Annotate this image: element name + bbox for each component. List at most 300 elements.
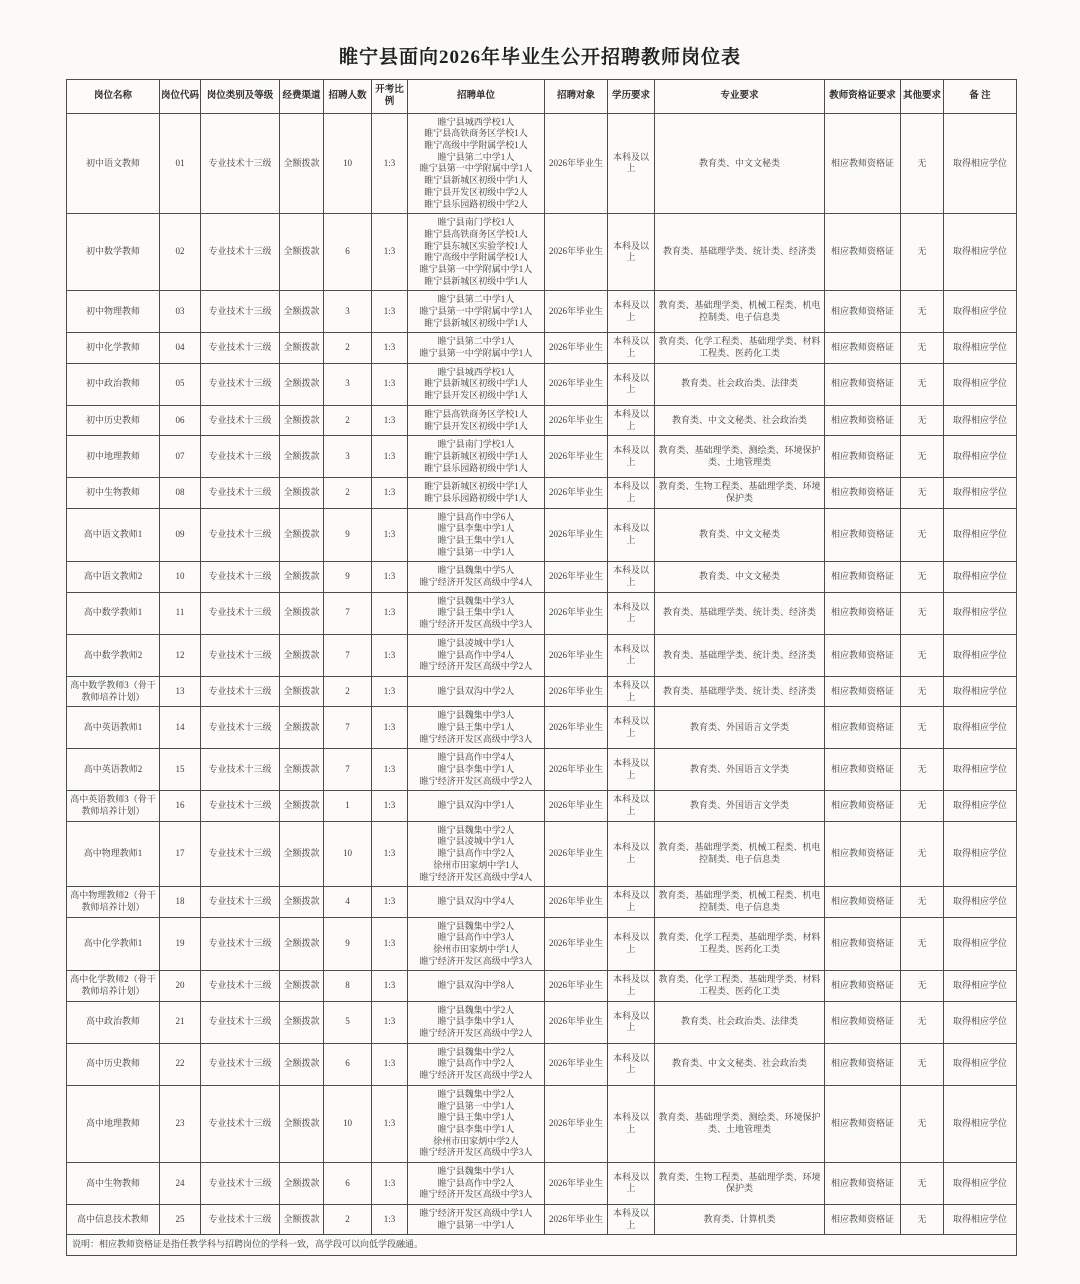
recruiting-unit-line: 睢宁县王集中学1人 [437,721,515,732]
table-row [67,917,1017,971]
position-code-cell: 19 [160,917,201,971]
position-category-cell: 专业技术十三级 [201,113,280,214]
exam-ratio-cell: 1:3 [372,1043,408,1085]
exam-ratio-cell: 1:3 [372,634,408,676]
exam-ratio-cell: 1:3 [372,887,408,917]
recruiting-unit-line: 睢宁县开发区初级中学2人 [424,186,528,197]
remark-cell: 取得相应学位 [944,971,1017,1001]
education-requirement-cell: 本科及以上 [608,1162,655,1204]
major-requirement-cell: 教育类、外国语言文学类 [655,749,825,791]
recruiting-unit-line: 睢宁县魏集中学2人 [437,1046,515,1057]
column-header: 岗位类别及等级 [201,80,280,114]
major-requirement-cell: 教育类、化学工程类、基础理学类、材料工程类、医药化工类 [655,333,825,363]
exam-ratio-cell: 1:3 [372,214,408,291]
recruiting-unit-line: 睢宁县第一中学1人 [437,1100,515,1111]
education-requirement-cell: 本科及以上 [608,214,655,291]
major-requirement-cell: 教育类、化学工程类、基础理学类、材料工程类、医药化工类 [655,917,825,971]
recruiting-unit-line: 睢宁县第一中学附属中学1人 [419,163,533,174]
position-name-cell: 高中数学教师1 [67,592,160,634]
certificate-requirement-cell: 相应教师资格证 [825,1205,901,1235]
exam-ratio-cell: 1:3 [372,1205,408,1235]
education-requirement-cell: 本科及以上 [608,676,655,706]
major-requirement-cell: 教育类、中文文秘类 [655,113,825,214]
certificate-requirement-cell: 相应教师资格证 [825,821,901,886]
recruit-target-cell: 2026年毕业生 [545,749,608,791]
major-requirement-cell: 教育类、中文文秘类、社会政治类 [655,1043,825,1085]
column-header: 招聘人数 [324,80,372,114]
recruiting-unit-line: 睢宁经济开发区高级中学3人 [419,1189,533,1200]
remark-cell: 取得相应学位 [944,508,1017,562]
position-name-cell: 高中化学教师1 [67,917,160,971]
major-requirement-cell: 教育类、中文文秘类 [655,508,825,562]
education-requirement-cell: 本科及以上 [608,917,655,971]
other-requirement-cell: 无 [901,508,944,562]
position-name-cell: 高中物理教师2（骨干教师培养计划） [67,887,160,917]
exam-ratio-cell: 1:3 [372,749,408,791]
position-code-cell: 25 [160,1205,201,1235]
other-requirement-cell: 无 [901,749,944,791]
recruiting-unit-line: 睢宁县魏集中学1人 [437,1165,515,1176]
recruit-target-cell: 2026年毕业生 [545,333,608,363]
recruit-target-cell: 2026年毕业生 [545,1085,608,1162]
position-category-cell: 专业技术十三级 [201,971,280,1001]
table-row [67,405,1017,435]
certificate-requirement-cell: 相应教师资格证 [825,592,901,634]
funding-channel-cell: 全额拨款 [280,887,324,917]
position-code-cell: 20 [160,971,201,1001]
remark-cell: 取得相应学位 [944,436,1017,478]
recruiting-unit-line: 睢宁县凌城中学1人 [437,637,515,648]
recruit-count-cell: 2 [324,478,372,508]
remark-cell: 取得相应学位 [944,1085,1017,1162]
other-requirement-cell: 无 [901,1001,944,1043]
education-requirement-cell: 本科及以上 [608,436,655,478]
other-requirement-cell: 无 [901,333,944,363]
recruit-count-cell: 7 [324,634,372,676]
recruiting-unit-line: 睢宁县魏集中学2人 [437,824,515,835]
education-requirement-cell: 本科及以上 [608,592,655,634]
position-code-cell: 08 [160,478,201,508]
recruiting-unit-line: 睢宁高级中学附属学校1人 [424,252,528,263]
education-requirement-cell: 本科及以上 [608,887,655,917]
recruiting-units-cell [408,917,545,971]
recruiting-units-cell [408,405,545,435]
funding-channel-cell: 全额拨款 [280,291,324,333]
recruiting-units-cell [408,436,545,478]
remark-cell: 取得相应学位 [944,478,1017,508]
certificate-requirement-cell: 相应教师资格证 [825,887,901,917]
recruit-target-cell: 2026年毕业生 [545,363,608,405]
recruiting-unit-line: 睢宁县第一中学1人 [437,1219,515,1230]
recruiting-units-cell [408,887,545,917]
table-row [67,821,1017,886]
recruiting-unit-line: 睢宁县魏集中学2人 [437,920,515,931]
major-requirement-cell: 教育类、生物工程类、基础理学类、环境保护类 [655,478,825,508]
recruiting-unit-line: 睢宁经济开发区高级中学2人 [419,661,533,672]
certificate-requirement-cell: 相应教师资格证 [825,971,901,1001]
position-name-cell: 高中语文教师1 [67,508,160,562]
column-header: 岗位名称 [67,80,160,114]
position-category-cell: 专业技术十三级 [201,707,280,749]
recruit-count-cell: 2 [324,405,372,435]
column-header: 学历要求 [608,80,655,114]
recruiting-units-cell [408,508,545,562]
education-requirement-cell: 本科及以上 [608,791,655,821]
exam-ratio-cell: 1:3 [372,1162,408,1204]
recruiting-unit-line: 睢宁县王集中学1人 [437,1112,515,1123]
position-name-cell: 高中物理教师1 [67,821,160,886]
recruit-target-cell: 2026年毕业生 [545,113,608,214]
recruiting-units-cell [408,676,545,706]
recruit-count-cell: 6 [324,1162,372,1204]
position-name-cell: 高中政治教师 [67,1001,160,1043]
position-code-cell: 05 [160,363,201,405]
funding-channel-cell: 全额拨款 [280,478,324,508]
major-requirement-cell: 教育类、基础理学类、测绘类、环境保护类、土地管理类 [655,436,825,478]
position-category-cell: 专业技术十三级 [201,405,280,435]
exam-ratio-cell: 1:3 [372,291,408,333]
major-requirement-cell: 教育类、中文文秘类、社会政治类 [655,405,825,435]
other-requirement-cell: 无 [901,478,944,508]
other-requirement-cell: 无 [901,791,944,821]
recruiting-unit-line: 睢宁县凌城中学1人 [437,836,515,847]
column-header: 岗位代码 [160,80,201,114]
recruiting-unit-line: 徐州市田家炳中学2人 [433,1135,519,1146]
certificate-requirement-cell: 相应教师资格证 [825,749,901,791]
funding-channel-cell: 全额拨款 [280,1162,324,1204]
recruiting-unit-line: 睢宁县第一中学1人 [437,546,515,557]
funding-channel-cell: 全额拨款 [280,113,324,214]
recruit-count-cell: 3 [324,436,372,478]
position-code-cell: 16 [160,791,201,821]
table-row [67,508,1017,562]
other-requirement-cell: 无 [901,917,944,971]
recruit-count-cell: 6 [324,1043,372,1085]
recruiting-units-cell [408,707,545,749]
position-code-cell: 04 [160,333,201,363]
recruit-target-cell: 2026年毕业生 [545,791,608,821]
exam-ratio-cell: 1:3 [372,971,408,1001]
funding-channel-cell: 全额拨款 [280,214,324,291]
recruiting-unit-line: 睢宁县南门学校1人 [437,439,515,450]
recruiting-unit-line: 睢宁高级中学附属学校1人 [424,140,528,151]
recruiting-units-cell [408,363,545,405]
recruiting-units-cell [408,1162,545,1204]
column-header: 专业要求 [655,80,825,114]
recruit-target-cell: 2026年毕业生 [545,707,608,749]
remark-cell: 取得相应学位 [944,791,1017,821]
funding-channel-cell: 全额拨款 [280,405,324,435]
position-category-cell: 专业技术十三级 [201,1162,280,1204]
certificate-requirement-cell: 相应教师资格证 [825,478,901,508]
recruiting-unit-line: 睢宁县东城区实验学校1人 [424,240,528,251]
recruiting-unit-line: 睢宁经济开发区高级中学4人 [419,871,533,882]
other-requirement-cell: 无 [901,887,944,917]
position-name-cell: 初中数学教师 [67,214,160,291]
position-name-cell: 高中语文教师2 [67,562,160,592]
recruiting-unit-line: 睢宁县第二中学1人 [437,151,515,162]
recruiting-unit-line: 睢宁县高铁商务区学校1人 [424,128,528,139]
education-requirement-cell: 本科及以上 [608,562,655,592]
recruit-target-cell: 2026年毕业生 [545,436,608,478]
recruiting-units-cell [408,478,545,508]
funding-channel-cell: 全额拨款 [280,363,324,405]
exam-ratio-cell: 1:3 [372,562,408,592]
position-category-cell: 专业技术十三级 [201,508,280,562]
other-requirement-cell: 无 [901,676,944,706]
funding-channel-cell: 全额拨款 [280,1205,324,1235]
certificate-requirement-cell: 相应教师资格证 [825,405,901,435]
recruiting-unit-line: 睢宁县魏集中学3人 [437,595,515,606]
recruit-count-cell: 10 [324,821,372,886]
position-code-cell: 02 [160,214,201,291]
position-name-cell: 高中英语教师2 [67,749,160,791]
major-requirement-cell: 教育类、生物工程类、基础理学类、环境保护类 [655,1162,825,1204]
funding-channel-cell: 全额拨款 [280,508,324,562]
education-requirement-cell: 本科及以上 [608,113,655,214]
recruiting-unit-line: 睢宁县高作中学2人 [437,848,515,859]
recruit-count-cell: 2 [324,1205,372,1235]
exam-ratio-cell: 1:3 [372,113,408,214]
recruit-count-cell: 4 [324,887,372,917]
funding-channel-cell: 全额拨款 [280,971,324,1001]
position-name-cell: 初中历史教师 [67,405,160,435]
recruiting-unit-line: 睢宁县李集中学1人 [437,764,515,774]
other-requirement-cell: 无 [901,1043,944,1085]
recruiting-units-cell [408,634,545,676]
recruiting-unit-line: 睢宁县城西学校1人 [437,116,515,127]
certificate-requirement-cell: 相应教师资格证 [825,707,901,749]
recruiting-unit-line: 睢宁县高铁商务区学校1人 [424,408,528,419]
recruit-count-cell: 9 [324,508,372,562]
position-code-cell: 21 [160,1001,201,1043]
education-requirement-cell: 本科及以上 [608,1205,655,1235]
recruit-target-cell: 2026年毕业生 [545,508,608,562]
exam-ratio-cell: 1:3 [372,478,408,508]
table-row [67,634,1017,676]
position-code-cell: 17 [160,821,201,886]
certificate-requirement-cell: 相应教师资格证 [825,291,901,333]
certificate-requirement-cell: 相应教师资格证 [825,1162,901,1204]
recruiting-unit-line: 睢宁县乐园路初级中学1人 [424,462,528,473]
position-code-cell: 06 [160,405,201,435]
certificate-requirement-cell: 相应教师资格证 [825,917,901,971]
other-requirement-cell: 无 [901,363,944,405]
remark-cell: 取得相应学位 [944,917,1017,971]
other-requirement-cell: 无 [901,562,944,592]
recruit-target-cell: 2026年毕业生 [545,821,608,886]
remark-cell: 取得相应学位 [944,749,1017,791]
position-name-cell: 初中政治教师 [67,363,160,405]
recruit-count-cell: 10 [324,1085,372,1162]
exam-ratio-cell: 1:3 [372,363,408,405]
recruiting-unit-line: 睢宁县王集中学1人 [437,535,515,545]
note-row [67,1235,1017,1256]
recruiting-unit-line: 徐州市田家炳中学1人 [433,859,519,870]
recruit-count-cell: 1 [324,791,372,821]
certificate-requirement-cell: 相应教师资格证 [825,363,901,405]
major-requirement-cell: 教育类、基础理学类、统计类、经济类 [655,676,825,706]
recruit-target-cell: 2026年毕业生 [545,917,608,971]
column-header: 招聘对象 [545,80,608,114]
major-requirement-cell: 教育类、基础理学类、统计类、经济类 [655,592,825,634]
funding-channel-cell: 全额拨款 [280,917,324,971]
recruiting-units-cell [408,333,545,363]
recruit-count-cell: 3 [324,363,372,405]
recruiting-unit-line: 睢宁县城西学校1人 [437,366,515,377]
position-code-cell: 24 [160,1162,201,1204]
major-requirement-cell: 教育类、化学工程类、基础理学类、材料工程类、医药化工类 [655,971,825,1001]
table-row [67,478,1017,508]
position-name-cell: 初中物理教师 [67,291,160,333]
education-requirement-cell: 本科及以上 [608,363,655,405]
position-code-cell: 10 [160,562,201,592]
exam-ratio-cell: 1:3 [372,791,408,821]
recruiting-units-cell [408,562,545,592]
table-row [67,707,1017,749]
column-header: 教师资格证要求 [825,80,901,114]
recruiting-unit-line: 睢宁县高作中学4人 [437,752,515,763]
certificate-requirement-cell: 相应教师资格证 [825,562,901,592]
major-requirement-cell: 教育类、基础理学类、测绘类、环境保护类、土地管理类 [655,1085,825,1162]
position-name-cell: 初中语文教师 [67,113,160,214]
recruiting-unit-line: 睢宁县第一中学附属中学1人 [419,306,533,316]
table-row [67,1001,1017,1043]
remark-cell: 取得相应学位 [944,562,1017,592]
education-requirement-cell: 本科及以上 [608,749,655,791]
table-row [67,676,1017,706]
column-header: 其他要求 [901,80,944,114]
position-code-cell: 23 [160,1085,201,1162]
recruit-count-cell: 8 [324,971,372,1001]
funding-channel-cell: 全额拨款 [280,634,324,676]
recruit-target-cell: 2026年毕业生 [545,887,608,917]
recruit-target-cell: 2026年毕业生 [545,214,608,291]
recruiting-unit-line: 睢宁县魏集中学2人 [437,1004,515,1015]
exam-ratio-cell: 1:3 [372,821,408,886]
funding-channel-cell: 全额拨款 [280,1085,324,1162]
recruiting-unit-line: 睢宁县高作中学4人 [437,649,515,660]
table-row [67,363,1017,405]
recruiting-units-cell [408,749,545,791]
recruiting-unit-line: 睢宁县李集中学1人 [437,523,515,534]
exam-ratio-cell: 1:3 [372,592,408,634]
position-category-cell: 专业技术十三级 [201,214,280,291]
major-requirement-cell: 教育类、基础理学类、机械工程类、机电控制类、电子信息类 [655,821,825,886]
major-requirement-cell: 教育类、社会政治类、法律类 [655,363,825,405]
certificate-requirement-cell: 相应教师资格证 [825,1085,901,1162]
recruit-target-cell: 2026年毕业生 [545,562,608,592]
job-positions-table [66,79,1017,1256]
table-row [67,1043,1017,1085]
recruiting-units-cell [408,1085,545,1162]
other-requirement-cell: 无 [901,405,944,435]
position-name-cell: 初中生物教师 [67,478,160,508]
other-requirement-cell: 无 [901,291,944,333]
remark-cell: 取得相应学位 [944,1043,1017,1085]
position-category-cell: 专业技术十三级 [201,436,280,478]
recruit-count-cell: 2 [324,333,372,363]
recruiting-unit-line: 睢宁县高铁商务区学校1人 [424,228,528,239]
table-row [67,436,1017,478]
recruiting-unit-line: 睢宁经济开发区高级中学2人 [419,775,533,786]
recruiting-units-cell [408,1001,545,1043]
recruit-count-cell: 10 [324,113,372,214]
exam-ratio-cell: 1:3 [372,917,408,971]
table-header-row [67,80,1017,114]
column-header: 经费渠道 [280,80,324,114]
exam-ratio-cell: 1:3 [372,508,408,562]
other-requirement-cell: 无 [901,113,944,214]
table-row [67,291,1017,333]
position-name-cell: 高中历史教师 [67,1043,160,1085]
recruiting-units-cell [408,214,545,291]
position-name-cell: 高中英语教师1 [67,707,160,749]
position-category-cell: 专业技术十三级 [201,333,280,363]
certificate-requirement-cell: 相应教师资格证 [825,436,901,478]
table-row [67,749,1017,791]
recruiting-unit-line: 睢宁经济开发区高级中学3人 [419,733,533,744]
recruit-target-cell: 2026年毕业生 [545,291,608,333]
exam-ratio-cell: 1:3 [372,1001,408,1043]
funding-channel-cell: 全额拨款 [280,592,324,634]
education-requirement-cell: 本科及以上 [608,707,655,749]
position-name-cell: 高中信息技术教师 [67,1205,160,1235]
recruiting-unit-line: 睢宁县双沟中学4人 [437,896,515,907]
recruiting-unit-line: 睢宁县乐园路初级中学1人 [424,492,528,503]
exam-ratio-cell: 1:3 [372,333,408,363]
position-code-cell: 09 [160,508,201,562]
position-name-cell: 高中数学教师3（骨干教师培养计划） [67,676,160,706]
recruit-target-cell: 2026年毕业生 [545,1001,608,1043]
recruit-target-cell: 2026年毕业生 [545,634,608,676]
certificate-requirement-cell: 相应教师资格证 [825,508,901,562]
position-code-cell: 07 [160,436,201,478]
recruiting-unit-line: 睢宁县魏集中学3人 [437,710,515,721]
page-title: 睢宁县面向2026年毕业生公开招聘教师岗位表 [338,47,741,68]
certificate-requirement-cell: 相应教师资格证 [825,214,901,291]
position-category-cell: 专业技术十三级 [201,1085,280,1162]
recruiting-units-cell [408,113,545,214]
recruiting-unit-line: 睢宁县新城区初级中学1人 [424,317,528,328]
position-category-cell: 专业技术十三级 [201,676,280,706]
other-requirement-cell: 无 [901,436,944,478]
recruiting-unit-line: 睢宁县魏集中学2人 [437,1088,515,1099]
other-requirement-cell: 无 [901,1162,944,1204]
recruiting-unit-line: 睢宁县第一中学附属中学1人 [419,348,533,359]
recruit-count-cell: 3 [324,291,372,333]
education-requirement-cell: 本科及以上 [608,478,655,508]
exam-ratio-cell: 1:3 [372,676,408,706]
position-name-cell: 初中地理教师 [67,436,160,478]
recruiting-unit-line: 睢宁县新城区初级中学1人 [424,481,528,492]
recruit-count-cell: 7 [324,707,372,749]
table-row [67,1085,1017,1162]
position-name-cell: 高中英语教师3（骨干教师培养计划） [67,791,160,821]
education-requirement-cell: 本科及以上 [608,508,655,562]
education-requirement-cell: 本科及以上 [608,333,655,363]
column-header: 开考比例 [372,80,408,114]
recruiting-unit-line: 睢宁县双沟中学8人 [437,980,515,991]
recruiting-unit-line: 睢宁县新城区初级中学1人 [424,175,528,186]
remark-cell: 取得相应学位 [944,1162,1017,1204]
position-category-cell: 专业技术十三级 [201,562,280,592]
recruiting-unit-line: 睢宁县王集中学1人 [437,607,515,618]
position-code-cell: 15 [160,749,201,791]
column-header: 招聘单位 [408,80,545,114]
table-row [67,562,1017,592]
education-requirement-cell: 本科及以上 [608,971,655,1001]
